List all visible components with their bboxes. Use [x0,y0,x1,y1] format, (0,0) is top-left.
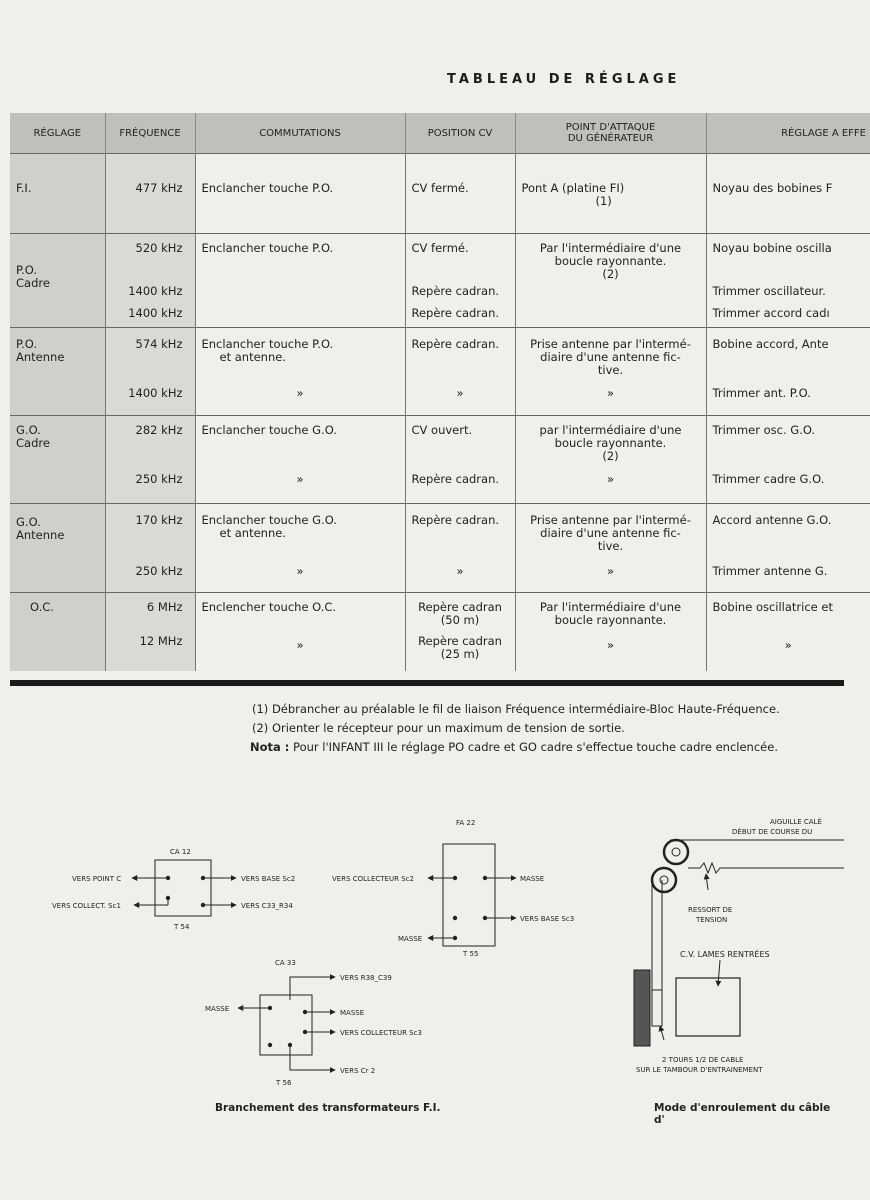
cell-frequence: 1400 kHz [105,379,195,415]
reglage-l1: G.O. [16,422,41,437]
cell-frequence: 1400 kHz [105,283,195,305]
cell-point-attaque [515,503,706,555]
ca33-pin [268,1043,272,1047]
cell-commutations: » [195,555,405,593]
header-point-attaque-l1: POINT D'ATTAQUE [565,122,656,133]
cell-reglage-effet: Noyau bobine oscilla [706,234,870,284]
table-row [10,503,870,555]
cell-position-cv: » [405,555,515,593]
table-row [10,305,870,327]
cell-commutations: Enclencher touche O.C. [195,593,405,633]
page-title: TABLEAU DE RÉGLAGE [447,72,681,87]
cell-position-cv: Repère cadran. [405,305,515,327]
cell-reglage [10,327,105,415]
cell-point-attaque [515,154,706,234]
ca33-label-vers-collecteur: VERS COLLECTEUR Sc3 [340,1029,422,1037]
ca33-box [260,995,312,1055]
fa22-title: FA 22 [456,819,476,827]
cell-position-cv: CV fermé. [405,234,515,284]
note-1: (1) Débrancher au préalable le fil de liaison Fréquence intermédiaire-Bloc Haute-Fréquence. [252,702,780,716]
cell-frequence: 170 kHz [105,503,195,555]
point-attaque-l2: boucle rayonnante. [554,613,667,627]
nota [250,738,780,757]
commutations-l2: et antenne. [219,349,286,364]
table-row [10,327,870,379]
cable-tours-l2: SUR LE TAMBOUR D'ENTRAINEMENT [636,1066,763,1074]
cell-commutations: » [195,379,405,415]
pulley-bottom-hub [660,876,668,884]
drum-knurled [634,970,650,1046]
table-bottom-rule [10,680,844,686]
notes-block [252,700,780,757]
header-commutations: COMMUTATIONS [195,113,405,154]
point-note: (1) [595,194,612,208]
wiring-diagrams [0,800,844,1100]
header-point-attaque-l2: DU GÉNÉRATEUR [567,133,654,144]
point-attaque-l1: Prise antenne par l'intermé- [530,512,691,527]
cell-reglage: O.C. [10,593,105,671]
reglage-table [10,113,870,671]
pulley-top [664,840,688,864]
ca12-title: CA 12 [170,848,191,856]
cable-ressort-l1: RESSORT DE [688,906,733,914]
commutations-l2: et antenne. [219,525,286,540]
transformer-fa22 [332,819,574,958]
cell-frequence: 6 MHz [105,593,195,633]
pulley-bottom [652,868,676,892]
cell-commutations: Enclancher touche G.O. [195,415,405,465]
tours-pointer [660,1026,664,1040]
cell-frequence: 574 kHz [105,327,195,379]
point-attaque-l1: Prise antenne par l'intermé- [530,336,691,351]
reglage-l2: Cadre [16,276,50,290]
point-attaque-l3: tive. [597,362,624,377]
cell-reglage-effet: Trimmer accord cadı [706,305,870,327]
point-attaque-l2: boucle rayonnante. [554,254,667,268]
table-row [10,593,870,633]
table-row [10,379,870,415]
position-cv-l2: (50 m) [440,613,480,627]
cell-position-cv: » [405,379,515,415]
fa22-label-vers-base: VERS BASE Sc3 [520,915,575,923]
caption-right: Mode d'enroulement du câble d' [654,1102,831,1126]
header-reglage-effet: RÉGLAGE A EFFE [706,113,870,154]
fa22-box [443,844,495,946]
cable-cv-lames: C.V. LAMES RENTRÉES [680,950,770,959]
cell-commutations: » [195,633,405,671]
table-row [10,234,870,284]
drum-shaft [652,990,662,1026]
cell-position-cv: CV ouvert. [405,415,515,465]
ca12-label-vers-base: VERS BASE Sc2 [241,875,296,883]
cell-reglage-effet: Trimmer ant. P.O. [706,379,870,415]
ca12-label-vers-point-c: VERS POINT C [72,875,122,883]
cell-reglage [10,503,105,593]
cable-aiguille-l2: DÉBUT DE COURSE DU [732,828,813,836]
reglage-l1: P.O. [16,263,38,277]
cell-point-attaque [515,593,706,633]
point-attaque-l2: diaire d'une antenne fic- [540,349,681,364]
position-cv-l2: (25 m) [440,646,480,661]
cell-frequence: 282 kHz [105,415,195,465]
caption-left: Branchement des transformateurs F.I. [215,1102,441,1114]
transformer-ca33 [205,959,422,1087]
cell-point-attaque: » [515,633,706,671]
cell-commutations [195,503,405,555]
ca33-label-masse-right: MASSE [340,1009,365,1017]
cell-position-cv: Repère cadran. [405,283,515,305]
cell-position-cv: CV fermé. [405,154,515,234]
cell-reglage-effet: Noyau des bobines F [706,154,870,234]
commutations-l1: Enclancher touche G.O. [201,512,337,527]
ca33-label-vers-r38: VERS R38_C39 [340,974,392,982]
fa22-sub: T 55 [463,950,479,958]
reglage-table-wrapper [10,113,866,671]
cell-point-attaque: » [515,379,706,415]
table-row [10,283,870,305]
cell-position-cv: Repère cadran. [405,503,515,555]
cell-reglage [10,415,105,503]
nota-label: Nota : [250,740,290,754]
cell-reglage-effet: Trimmer antenne G. [706,555,870,593]
cell-reglage-effet: Bobine oscillatrice et [706,593,870,633]
fa22-label-masse-bottom: MASSE [398,935,423,943]
reglage-l2: Antenne [16,527,65,542]
cell-reglage-effet: » [706,633,870,671]
cell-frequence: 477 kHz [105,154,195,234]
cable-tours-l1: 2 TOURS 1/2 DE CABLE [662,1056,744,1064]
reglage-l2: Cadre [16,435,50,450]
ca12-label-vers-c33: VERS C33_R34 [241,902,293,910]
table-header-row [10,113,870,154]
ca12-box [155,860,211,916]
cell-position-cv [405,633,515,671]
table-row [10,154,870,234]
cell-frequence: 12 MHz [105,633,195,671]
cell-frequence: 250 kHz [105,465,195,503]
cv-box [676,978,740,1036]
ca33-sub: T 56 [276,1079,292,1087]
cell-commutations: Enclancher touche P.O. [195,154,405,234]
table-row [10,633,870,671]
cell-frequence: 250 kHz [105,555,195,593]
cell-reglage [10,234,105,328]
cell-reglage-effet: Trimmer oscillateur. [706,283,870,305]
ca12-label-vers-collect: VERS COLLECT. Sc1 [52,902,121,910]
position-cv-l1: Repère cadran [418,600,502,614]
ca33-label-masse-left: MASSE [205,1005,230,1013]
reglage-l2: Antenne [16,349,65,364]
fa22-label-vers-collecteur: VERS COLLECTEUR Sc2 [332,875,414,883]
cell-commutations: Enclancher touche P.O. [195,234,405,284]
cell-reglage-effet: Trimmer osc. G.O. [706,415,870,465]
cell-commutations [195,283,405,305]
ressort-pointer [706,874,708,890]
cell-reglage-effet: Bobine accord, Ante [706,327,870,379]
cell-reglage: F.I. [10,154,105,234]
cable-ressort-l2: TENSION [696,916,728,924]
cell-commutations [195,305,405,327]
cell-frequence: 520 kHz [105,234,195,284]
ca33-label-vers-cr2: VERS Cr 2 [340,1067,376,1075]
cell-commutations: » [195,465,405,503]
cable-aiguille-l1: AIGUILLE CALÉ [770,818,822,826]
fa22-pin [453,916,457,920]
pulley-top-hub [672,848,680,856]
point-attaque-l2: boucle rayonnante. [554,435,667,450]
table-row [10,465,870,503]
point-note: (2) [602,448,619,463]
cell-reglage-effet: Trimmer cadre G.O. [706,465,870,503]
cell-point-attaque [515,305,706,327]
cell-reglage-effet: Accord antenne G.O. [706,503,870,555]
table-row [10,555,870,593]
cell-position-cv: Repère cadran. [405,465,515,503]
cell-point-attaque [515,283,706,305]
commutations-l1: Enclancher touche P.O. [201,336,334,351]
cell-position-cv [405,593,515,633]
cell-position-cv: Repère cadran. [405,327,515,379]
header-point-attaque [515,113,706,154]
cell-commutations [195,327,405,379]
ca12-sub: T 54 [174,923,190,931]
point-attaque-l3: tive. [597,538,624,553]
point-attaque-l1: Par l'intermédiaire d'une [539,600,682,614]
header-reglage: RÉGLAGE [10,113,105,154]
cell-point-attaque [515,415,706,465]
point-note: (2) [602,267,619,281]
fa22-label-masse: MASSE [520,875,545,883]
cable-winding-diagram [634,817,844,1074]
point-attaque-l1: par l'intermédiaire d'une [539,422,682,437]
reglage-l1: P.O. [16,336,38,351]
point-attaque-l2: diaire d'une antenne fic- [540,525,681,540]
cv-pointer [718,960,720,986]
cell-point-attaque [515,327,706,379]
point-attaque-l1: Par l'intermédiaire d'une [539,241,682,255]
table-row [10,415,870,465]
cell-point-attaque [515,234,706,284]
position-cv-l1: Repère cadran [418,633,502,648]
header-frequence: FRÉQUENCE [105,113,195,154]
note-2: (2) Orienter le récepteur pour un maximum de tension de sortie. [252,721,625,735]
cell-point-attaque: » [515,465,706,503]
nota-text: Pour l'INFANT III le réglage PO cadre et GO cadre s'effectue touche cadre enclencée. [293,740,778,754]
point-attaque-text: Pont A (platine FI) [521,181,625,195]
transformer-ca12 [52,848,295,931]
ca33-title: CA 33 [275,959,296,967]
reglage-l1: G.O. [16,514,41,529]
cell-frequence: 1400 kHz [105,305,195,327]
header-position-cv: POSITION CV [405,113,515,154]
cell-point-attaque: » [515,555,706,593]
ressort-spring [688,863,844,873]
